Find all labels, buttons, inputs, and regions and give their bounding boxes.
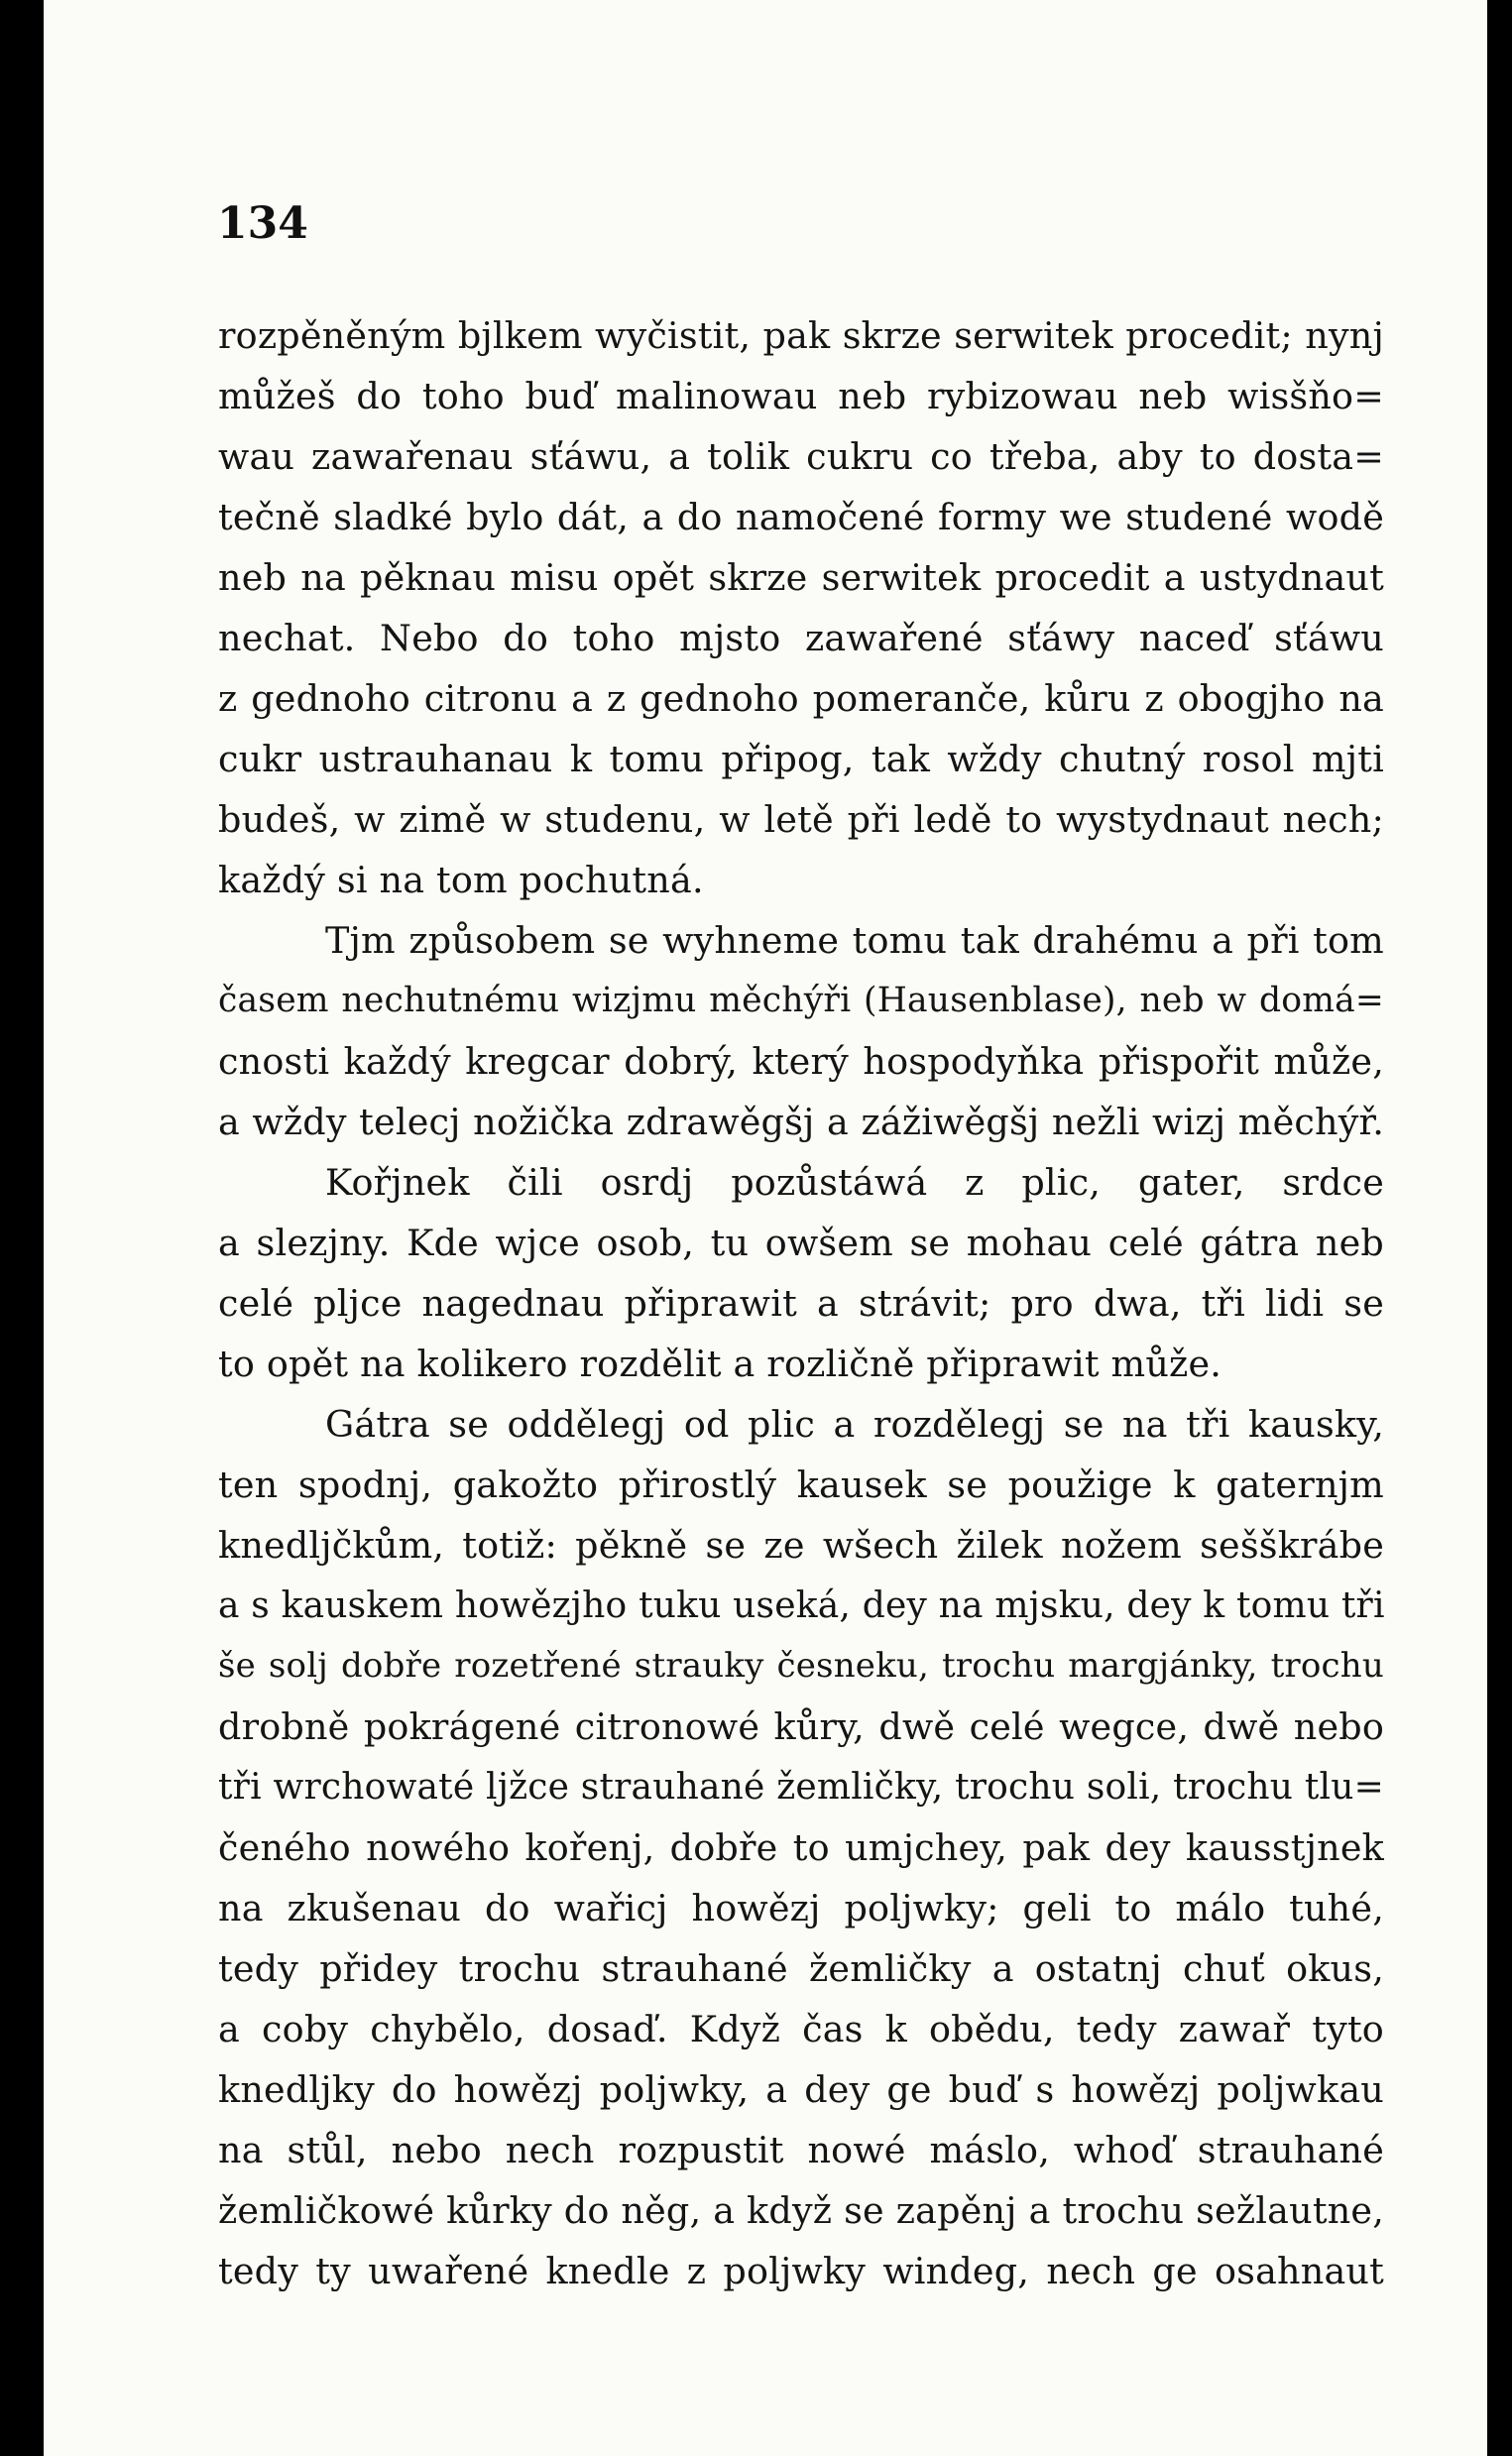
body-text [218, 305, 1384, 2301]
page-number: 134 [217, 198, 308, 249]
text-line: drobně pokrágené citronowé kůry, dwě celé wegce, dwě nebo [218, 1705, 1384, 1748]
text-line: budeš, w zimě w studenu, w letě při ledě to wystydnaut nech; [218, 798, 1384, 841]
text-line: še solj dobře rozetřené strauky česneku, trochu margjánky, trochu [218, 1646, 1384, 1686]
text-line: wau zawařenau sťáwu, a tolik cukru co třeba, aby to dosta= [218, 435, 1384, 478]
text-line: tři wrchowaté ljžce strauhané žemličky, trochu soli, trochu tlu= [218, 1767, 1384, 1808]
text-line: knedljky do howězj poljwky, a dey ge buď s howězj poljwkau [218, 2068, 1384, 2111]
text-line: cnosti každý kregcar dobrý, který hospodyňka přispořit může, [218, 1040, 1384, 1083]
text-line: celé pljce nagednau připrawit a strávit; pro dwa, tři lidi se [218, 1282, 1384, 1325]
text-line: tedy přidey trochu strauhané žemličky a ostatnj chuť okus, [218, 1947, 1384, 1990]
text-line: na stůl, nebo nech rozpustit nowé máslo, whoď strauhané [218, 2129, 1384, 2171]
text-line: a coby chybělo, dosaď. Když čas k obědu, tedy zawař tyto [218, 2008, 1384, 2050]
text-line: každý si na tom pochutná. [218, 859, 704, 901]
text-line: a wždy telecj nožička zdrawěgšj a zážiwěgšj nežli wizj měchýř. [218, 1101, 1384, 1143]
text-line: tedy ty uwařené knedle z poljwky windeg, nech ge osahnaut [218, 2250, 1384, 2292]
text-line: tečně sladké bylo dát, a do namočené formy we studené wodě [218, 496, 1384, 538]
text-line: můžeš do toho buď malinowau neb rybizowau neb wisšňo= [218, 375, 1384, 417]
text-line: cukr ustrauhanau k tomu připog, tak wždy chutný rosol mjti [218, 738, 1384, 780]
text-line: na zkušenau do wařicj howězj poljwky; geli to málo tuhé, [218, 1887, 1384, 1930]
text-line: to opět na kolikero rozdělit a rozličně připrawit může. [218, 1343, 1222, 1385]
text-line: a s kauskem howězjho tuku useká, dey na mjsku, dey k tomu tři [218, 1585, 1385, 1626]
text-line: časem nechutnému wizjmu měchýři (Hausenblase), neb w domá= [218, 981, 1384, 1020]
text-line: knedljčkům, totiž: pěkně se ze wšech žilek nožem sešškrábe [218, 1524, 1384, 1567]
text-line: rozpěněným bjlkem wyčistit, pak skrze serwitek procedit; nynj [218, 314, 1384, 357]
text-line: Tjm způsobem se wyhneme tomu tak drahému a při tom [325, 919, 1384, 962]
text-line: Gátra se oddělegj od plic a rozdělegj se na tři kausky, [325, 1403, 1384, 1446]
text-line: čeného nowého kořenj, dobře to umjchey, pak dey kausstjnek [218, 1826, 1384, 1869]
text-line: žemličkowé kůrky do něg, a když se zapěnj a trochu sežlautne, [218, 2189, 1384, 2232]
text-line: a slezjny. Kde wjce osob, tu owšem se mohau celé gátra neb [218, 1222, 1384, 1264]
book-page [44, 0, 1487, 2456]
text-line: Kořjnek čili osrdj pozůstáwá z plic, gater, srdce [325, 1161, 1384, 1204]
text-line: z gednoho citronu a z gednoho pomeranče, kůru z obogjho na [218, 677, 1384, 720]
text-line: nechat. Nebo do toho mjsto zawařené sťáwy naceď sťáwu [218, 617, 1384, 659]
text-line: neb na pěknau misu opět skrze serwitek procedit a ustydnaut [218, 556, 1384, 599]
text-line: ten spodnj, gakožto přirostlý kausek se použige k gaternjm [218, 1463, 1384, 1506]
